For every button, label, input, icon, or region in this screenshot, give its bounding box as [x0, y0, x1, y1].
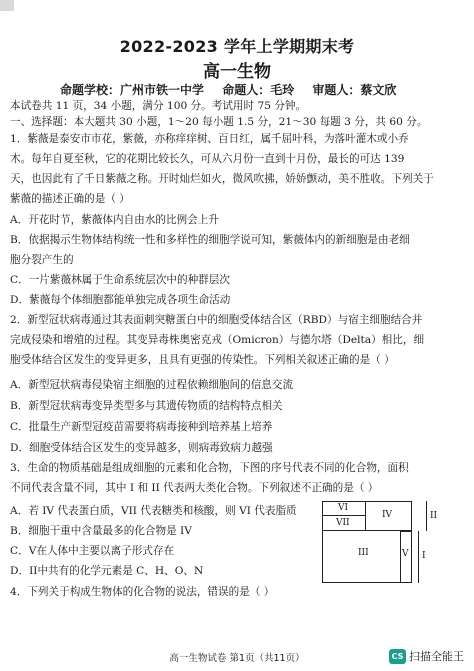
- q1-line: 紫薇的描述正确的是（ ）: [10, 193, 130, 205]
- scanner-watermark: [389, 648, 464, 664]
- exam-intro: 本试卷共 11 页，34 小题，满分 100 分。考试用时 75 分钟。: [10, 100, 307, 112]
- q1-line: 天，也因此有了千日紫薇之称。开时灿烂如火，微风吹拂，娇娇颤动，美不胜收。下列关于: [10, 173, 434, 185]
- figure-label-i: I: [422, 551, 426, 561]
- camscanner-logo-icon: CS: [389, 649, 406, 664]
- page-footer: 高一生物试卷 第1页（共11页）: [169, 653, 305, 664]
- q1-option-d: D．紫薇每个体细胞都能单独完成各项生命活动: [10, 294, 231, 306]
- exam-title: 2022-2023 学年上学期期末考: [119, 37, 355, 56]
- author-label: 命题人：毛玲: [222, 83, 295, 97]
- q3-line: 不同代表含量不同，其中 I 和 II 代表两大类化合物。下列叙述不正确的是（ ）: [10, 482, 379, 494]
- q2-option-b: B．新型冠状病毒变异类型多与其遗传物质的结构特点相关: [10, 400, 283, 412]
- q3-option-d: D．II中共有的化学元素是 C、H、O、N: [10, 565, 204, 577]
- exam-meta: [60, 81, 470, 98]
- watermark-text: 扫描全能王: [409, 650, 464, 663]
- q1-option-a: A．开花时节，紫薇体内自由水的比例会上升: [10, 214, 219, 226]
- q2-option-a: A．新型冠状病毒侵染宿主细胞的过程依赖细胞间的信息交流: [10, 379, 294, 391]
- q1-option-b-cont: 胞分裂产生的: [10, 254, 74, 266]
- q2-option-d: D．细胞受体结合区发生的变异越多，则病毒致病力越强: [10, 442, 273, 454]
- figure-label-iv: IV: [382, 510, 393, 520]
- reviewer-label: 审题人：蔡文欣: [312, 83, 397, 97]
- q3-line: 3．生命的物质基础是组成细胞的元素和化合物，下图的序号代表不同的化合物，面积: [10, 462, 409, 474]
- q3-option-b: B．细胞干重中含量最多的化合物是 IV: [10, 525, 192, 537]
- figure-label-iii: III: [358, 548, 369, 558]
- q2-option-c: C．批量生产新型冠疫苗需要将病毒接种到培养基上培养: [10, 421, 273, 433]
- exam-subject: 高一生物: [203, 62, 271, 82]
- school-label: 命题学校：广州市铁一中学: [60, 83, 205, 97]
- figure-label-v: V: [402, 549, 409, 559]
- q1-option-c: C．一片紫薇林属于生命系统层次中的种群层次: [10, 274, 230, 286]
- compound-area-figure: [322, 501, 440, 583]
- q1-line: 1．紫薇是泰安市市花，紫薇，亦称痒痒树、百日红，属千屈叶科，为落叶灌木或小乔: [10, 133, 409, 145]
- q2-line: 完成侵染和增殖的过程。其变异毒株奥密克戎（Omicron）与德尔塔（Delta）相比，细: [10, 334, 425, 346]
- q1-option-b: B．依据揭示生物体结构统一性和多样性的细胞学说可知，紫薇体内的新细胞是由老细: [10, 234, 410, 246]
- figure-label-vii: VII: [336, 518, 350, 528]
- figure-label-ii: II: [430, 511, 438, 521]
- q4-line: 4．下列关于构成生物体的化合物的说法，错误的是（ ）: [10, 586, 275, 598]
- bracket-i: [418, 531, 419, 583]
- q2-line: 2．新型冠状病毒通过其表面刺突糖蛋白中的细胞受体结合区（RBD）与宿主细胞结合并: [10, 314, 423, 326]
- section-heading: 一、选择题：本大题共 30 小题，1～20 每小题 1.5 分，21～30 每题 3 分，共 60 分。: [10, 116, 428, 128]
- corner-mark: [0, 0, 14, 11]
- q1-line: 木。每年自夏至秋，它的花期比较长久，可从六月份一直到十月份，最长的可达 139: [10, 153, 405, 165]
- q3-option-c: C．V在人体中主要以离子形式存在: [10, 545, 175, 557]
- bracket-ii: [426, 501, 427, 531]
- q2-line: 胞受体结合区发生的变异更多，且具有更强的传染性。下列相关叙述正确的是（ ）: [10, 354, 395, 366]
- figure-label-vi: VI: [338, 503, 349, 513]
- q3-option-a: A．若 IV 代表蛋白质，VII 代表糖类和核酸，则 VI 代表脂质: [10, 505, 297, 517]
